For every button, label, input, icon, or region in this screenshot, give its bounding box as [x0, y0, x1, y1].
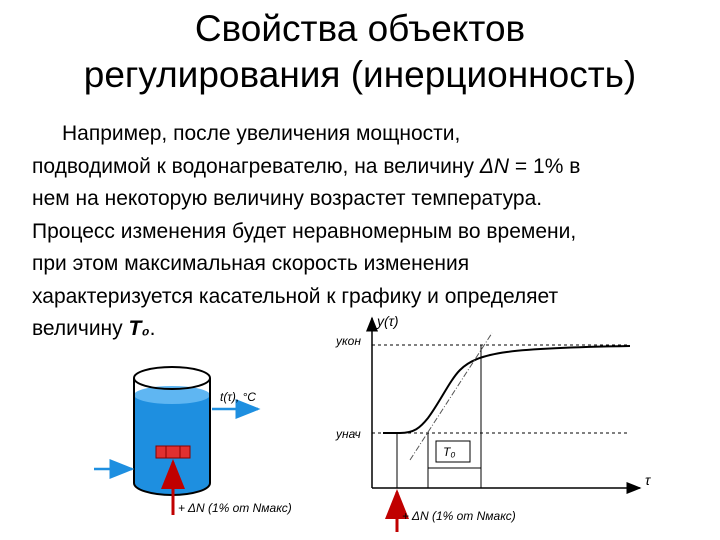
x-axis-label: τ [645, 472, 651, 488]
text-line-1: Например, после увеличения мощности, [62, 122, 461, 145]
text-line-4: Процесс изменения будет неравномерным во времени, [32, 219, 577, 243]
y-axis-label: y(τ) [377, 313, 399, 329]
step-response-graph [335, 313, 651, 532]
power-label-tank: + ΔN (1% от Nмакс) [178, 501, 292, 515]
text-line-7: величину T₀. [32, 317, 156, 340]
heater-element [156, 446, 190, 458]
response-curve [383, 346, 630, 433]
text-line-6: характеризуется касательной к графику и определяет [32, 284, 559, 308]
tank-top-rim [134, 367, 210, 389]
text-line-3: нем на некоторую величину возрастет температура. [32, 187, 543, 210]
power-label-graph: + ΔN (1% от Nмакс) [402, 509, 516, 523]
temperature-label: t(τ), °C [220, 390, 256, 404]
y-initial-label: yнач [336, 427, 361, 441]
title-line-1: Свойства объектов [194, 8, 526, 49]
title-line-2: регулирования (инерционность) [83, 54, 637, 95]
y-final-label: yкон [336, 334, 361, 348]
t0-label: T₀ [443, 445, 456, 459]
delta-n-symbol: ΔN [479, 154, 510, 178]
text-line-2: подводимой к водонагревателю, на величину ΔN = 1% в [32, 154, 581, 178]
text-line-5: при этом максимальная скорость изменения [32, 252, 470, 275]
t0-symbol: T₀ [128, 317, 150, 340]
